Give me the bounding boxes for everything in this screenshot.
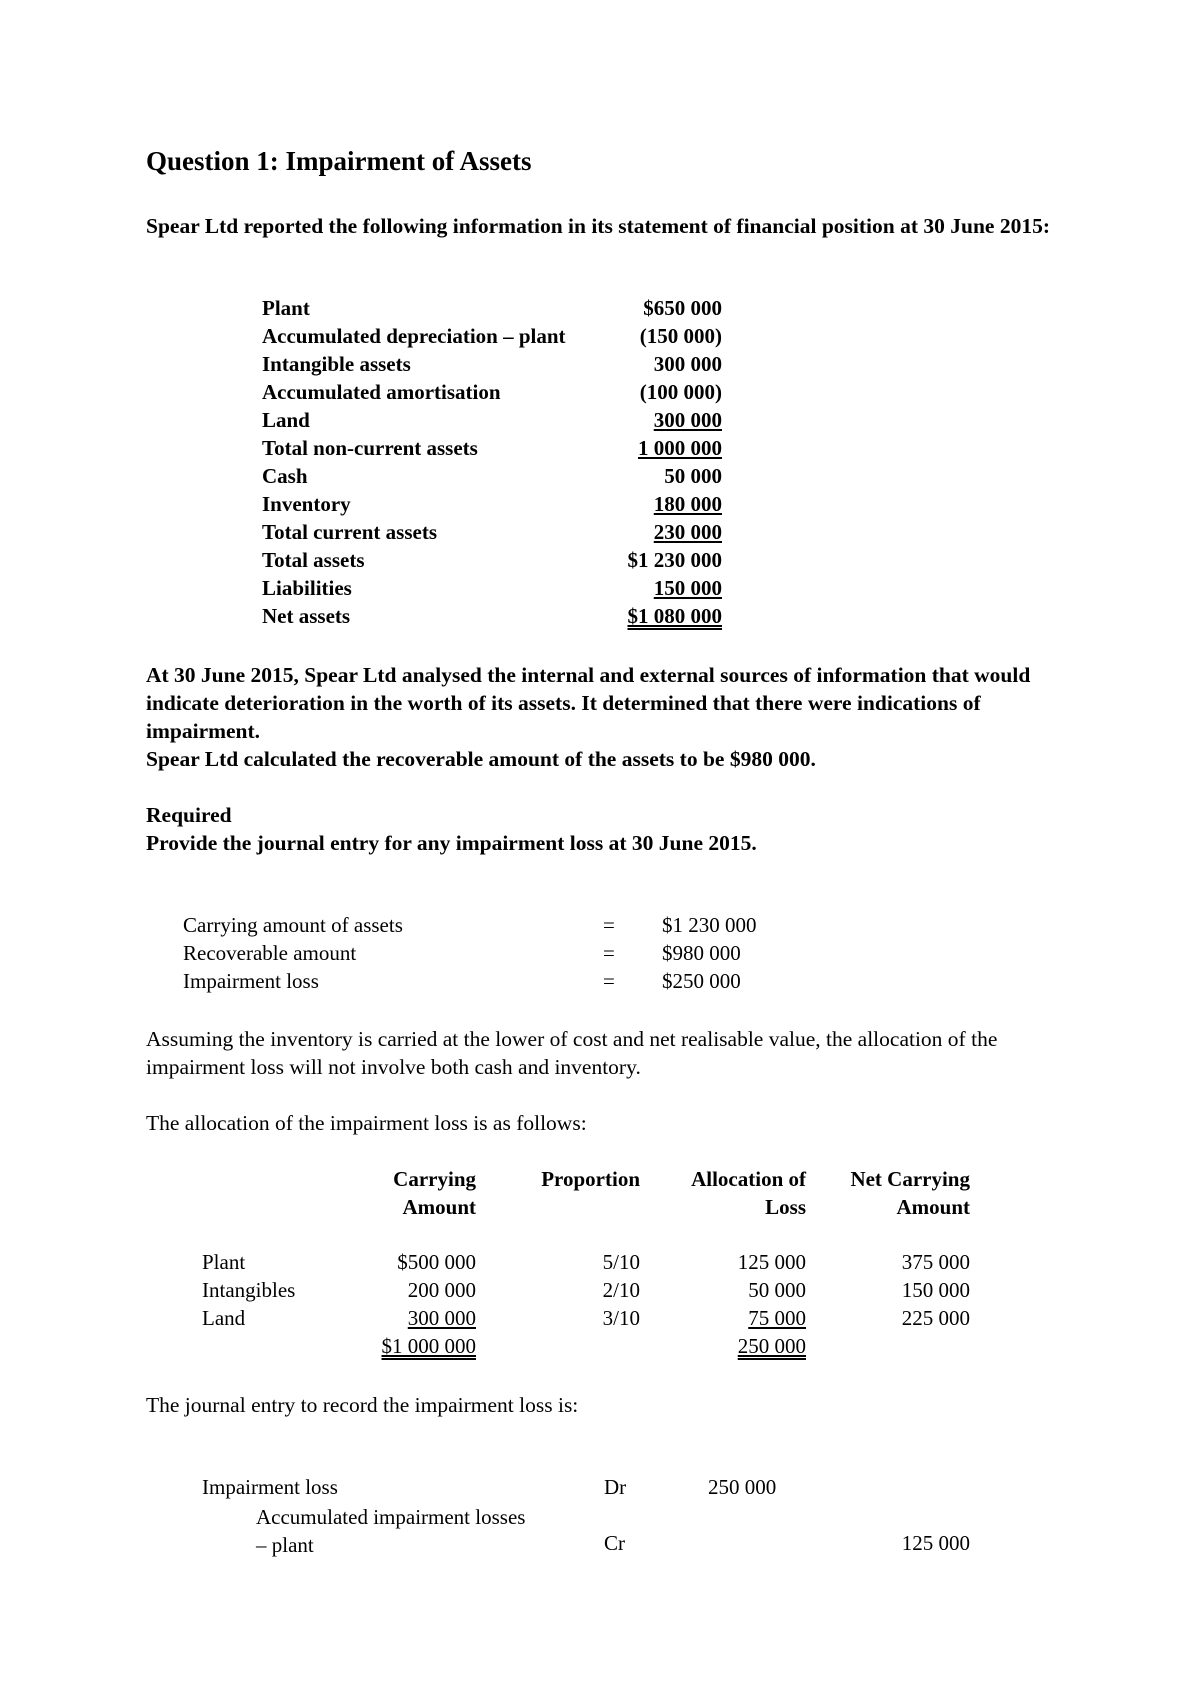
bs-value: $650 000: [643, 296, 722, 320]
bs-row: [262, 520, 722, 548]
table-row-asset: Land: [202, 1306, 246, 1330]
bs-row: [262, 436, 722, 464]
col-header-allocation-of-loss: Allocation of Loss: [691, 1167, 806, 1219]
bs-value: 300 000: [653, 408, 722, 432]
bs-row: [262, 296, 722, 324]
bs-row: [262, 576, 722, 604]
table-cell-net: 375 000: [901, 1250, 970, 1274]
bs-label: Total assets: [262, 548, 365, 572]
table-cell-carrying: 300 000: [407, 1306, 476, 1330]
table-cell-allocation: 125 000: [737, 1250, 806, 1274]
bs-label: Liabilities: [262, 576, 352, 600]
calc-value: $1 230 000: [662, 913, 757, 937]
calc-equals: =: [603, 969, 615, 993]
journal-debit: 250 000: [708, 1475, 777, 1499]
bs-value: $1 230 000: [627, 548, 722, 572]
table-cell-carrying-wrap: [340, 1306, 476, 1331]
required-text: Provide the journal entry for any impairment loss at 30 June 2015.: [146, 831, 757, 855]
bs-row: [262, 548, 722, 576]
bs-label: Accumulated amortisation: [262, 380, 501, 404]
bs-row: [262, 492, 722, 520]
table-cell-carrying: 200 000: [407, 1278, 476, 1302]
bs-label: Intangible assets: [262, 352, 411, 376]
table-cell-allocation: 50 000: [748, 1278, 806, 1302]
recoverable-amount-sentence: Spear Ltd calculated the recoverable amount of the assets to be $980 000.: [146, 747, 816, 771]
bs-label: Plant: [262, 296, 310, 320]
calc-label: Carrying amount of assets: [183, 913, 403, 937]
bs-label: Cash: [262, 464, 308, 488]
table-total-carrying-wrap: [340, 1334, 476, 1359]
table-cell-proportion: 3/10: [602, 1306, 640, 1330]
required-heading: Required: [146, 803, 232, 827]
bs-value: (100 000): [639, 380, 722, 404]
bs-row: [262, 324, 722, 352]
journal-intro: The journal entry to record the impairment loss is:: [146, 1393, 579, 1417]
calc-label: Impairment loss: [183, 969, 319, 993]
table-cell-carrying: $500 000: [397, 1250, 476, 1274]
calc-value: $250 000: [662, 969, 741, 993]
intro-paragraph: Spear Ltd reported the following information in its statement of financial position at 30 June 2015:: [146, 214, 1050, 238]
bs-label: Accumulated depreciation – plant: [262, 324, 566, 348]
table-row-asset: Intangibles: [202, 1278, 296, 1302]
assumption-paragraph: Assuming the inventory is carried at the lower of cost and net realisable value, the allocation of the impairment loss will not involve both cash and inventory.: [146, 1027, 998, 1079]
page-title: Question 1: Impairment of Assets: [146, 146, 532, 176]
bs-label: Total current assets: [262, 520, 437, 544]
analysis-paragraph: At 30 June 2015, Spear Ltd analysed the internal and external sources of information that would indicate deterioration in the worth of its assets. It determined that there were indications of impairment.: [146, 663, 1031, 743]
bs-label: Land: [262, 408, 310, 432]
bs-value: 300 000: [653, 352, 722, 376]
bs-value: 150 000: [653, 576, 722, 600]
allocation-intro: The allocation of the impairment loss is as follows:: [146, 1111, 587, 1135]
bs-value: 1 000 000: [638, 436, 722, 460]
bs-value: 50 000: [664, 464, 722, 488]
journal-credit: 125 000: [901, 1531, 970, 1555]
journal-account: Accumulated impairment losses – plant: [256, 1505, 526, 1557]
table-cell-allocation: 75 000: [748, 1306, 806, 1330]
table-total-allocation: 250 000: [737, 1334, 806, 1358]
table-cell-net: 150 000: [901, 1278, 970, 1302]
table-row-asset: Plant: [202, 1250, 246, 1274]
table-cell-proportion: 5/10: [602, 1250, 640, 1274]
bs-label: Inventory: [262, 492, 351, 516]
journal-account: Impairment loss: [202, 1475, 338, 1499]
bs-label: Total non-current assets: [262, 436, 478, 460]
bs-row: [262, 408, 722, 436]
bs-row: [262, 464, 722, 492]
table-cell-allocation-wrap: [680, 1306, 806, 1331]
bs-value: 180 000: [653, 492, 722, 516]
table-total-carrying: $1 000 000: [381, 1334, 476, 1358]
table-cell-proportion: 2/10: [602, 1278, 640, 1302]
col-header-proportion: Proportion: [541, 1167, 640, 1191]
bs-row: [262, 604, 722, 632]
calc-equals: =: [603, 941, 615, 965]
calc-equals: =: [603, 913, 615, 937]
bs-value: (150 000): [639, 324, 722, 348]
bs-value: 230 000: [653, 520, 722, 544]
bs-value: $1 080 000: [627, 604, 722, 628]
col-header-carrying-amount: Carrying Amount: [393, 1167, 476, 1219]
table-cell-net: 225 000: [901, 1306, 970, 1330]
col-header-net-carrying-amount: Net Carrying Amount: [850, 1167, 970, 1219]
bs-row: [262, 352, 722, 380]
calc-value: $980 000: [662, 941, 741, 965]
table-total-allocation-wrap: [680, 1334, 806, 1359]
journal-side: Dr: [604, 1475, 627, 1499]
calc-label: Recoverable amount: [183, 941, 357, 965]
bs-label: Net assets: [262, 604, 351, 628]
bs-row: [262, 380, 722, 408]
journal-side: Cr: [604, 1531, 625, 1555]
